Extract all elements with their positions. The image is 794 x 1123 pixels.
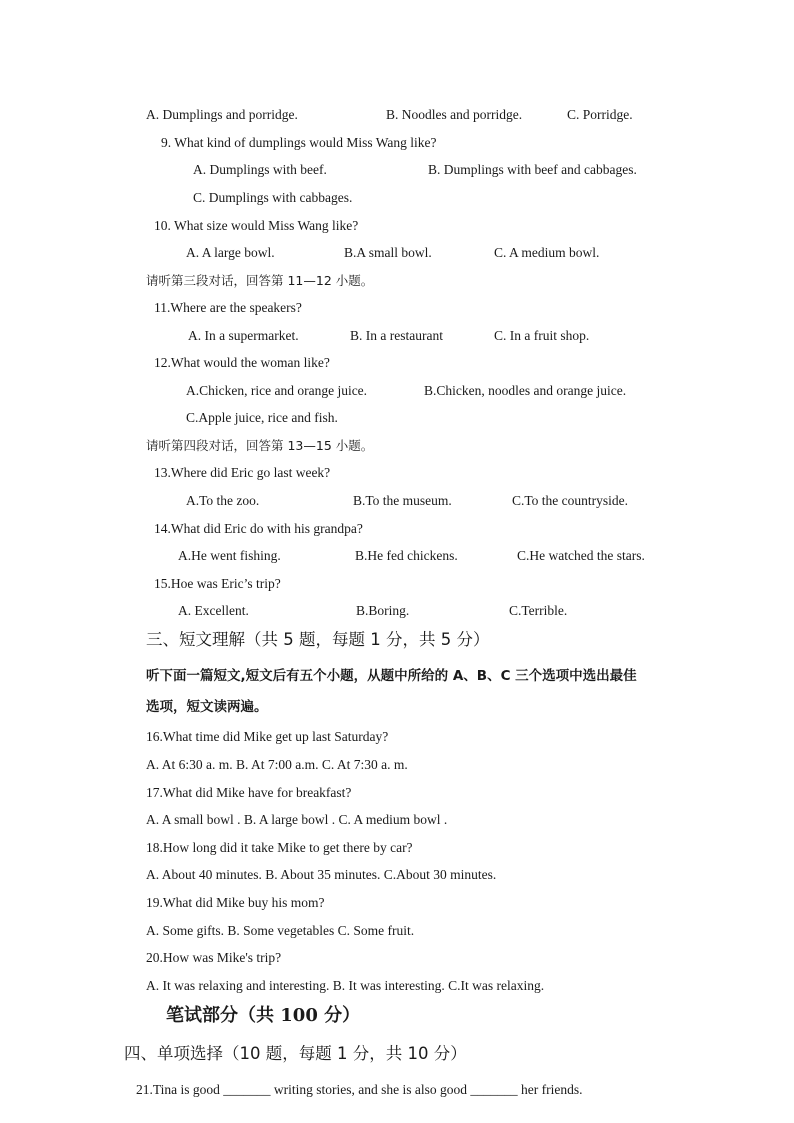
q15-option-a: A. Excellent. <box>178 603 249 618</box>
q12-option-b: B.Chicken, noodles and orange juice. <box>424 383 627 398</box>
q8-option-b: B. Noodles and porridge. <box>386 107 523 122</box>
q9-option-b: B. Dumplings with beef and cabbages. <box>428 162 637 177</box>
q14-option-c: C.He watched the stars. <box>517 548 645 563</box>
section4-title: 四、单项选择（10 题，每题 1 分，共 10 分） <box>124 1044 467 1063</box>
q14-option-b: B.He fed chickens. <box>355 548 458 563</box>
q9-option-a: A. Dumplings with beef. <box>193 162 327 177</box>
q9-option-c: C. Dumplings with cabbages. <box>193 190 353 205</box>
q12-option-c: C.Apple juice, rice and fish. <box>186 410 338 425</box>
q15-option-b: B.Boring. <box>356 603 410 618</box>
q21-stem: 21.Tina is good _______ writing stories, and she is also good _______ her friends. <box>136 1082 583 1097</box>
q14-stem: 14.What did Eric do with his grandpa? <box>154 521 363 536</box>
q19-stem: 19.What did Mike buy his mom? <box>146 895 325 910</box>
section3-instruction-line1: 听下面一篇短文,短文后有五个小题，从题中所给的 A、B、C 三个选项中选出最佳 <box>146 668 637 684</box>
q17-stem: 17.What did Mike have for breakfast? <box>146 785 352 800</box>
q12-option-a: A.Chicken, rice and orange juice. <box>186 383 368 398</box>
q18-stem: 18.How long did it take Mike to get there by car? <box>146 840 413 855</box>
q10-option-c: C. A medium bowl. <box>494 245 600 260</box>
q17-options: A. A small bowl . B. A large bowl . C. A medium bowl . <box>146 812 448 827</box>
q16-stem: 16.What time did Mike get up last Saturday? <box>146 729 389 744</box>
q12-stem: 12.What would the woman like? <box>154 355 330 370</box>
part4-instruction: 请听第四段对话，回答第 13—15 小题。 <box>146 438 374 453</box>
q11-option-b: B. In a restaurant <box>350 328 443 343</box>
q19-options: A. Some gifts. B. Some vegetables C. Some fruit. <box>146 923 415 938</box>
q10-option-b: B.A small bowl. <box>344 245 432 260</box>
q15-option-c: C.Terrible. <box>509 603 568 618</box>
q13-option-a: A.To the zoo. <box>186 493 260 508</box>
q10-option-a: A. A large bowl. <box>186 245 275 260</box>
q13-option-b: B.To the museum. <box>353 493 452 508</box>
q15-stem: 15.Hoe was Eric’s trip? <box>154 576 281 591</box>
q11-option-a: A. In a supermarket. <box>188 328 299 343</box>
q20-stem: 20.How was Mike's trip? <box>146 950 282 965</box>
q18-options: A. About 40 minutes. B. About 35 minutes. C.About 30 minutes. <box>146 867 497 882</box>
part3-instruction: 请听第三段对话，回答第 11—12 小题。 <box>146 273 374 288</box>
q8-option-a: A. Dumplings and porridge. <box>146 107 298 122</box>
q10-stem: 10. What size would Miss Wang like? <box>154 218 359 233</box>
q8-option-c: C. Porridge. <box>567 107 633 122</box>
q13-stem: 13.Where did Eric go last week? <box>154 465 331 480</box>
written-part-heading: 笔试部分（共 100 分） <box>166 1005 361 1026</box>
section3-instruction-line2: 选项，短文读两遍。 <box>146 699 268 715</box>
q16-options: A. At 6:30 a. m. B. At 7:00 a.m. C. At 7:30 a. m. <box>146 757 408 772</box>
q20-options: A. It was relaxing and interesting. B. It was interesting. C.It was relaxing. <box>146 978 545 993</box>
section3-title: 三、短文理解（共 5 题，每题 1 分，共 5 分） <box>146 630 490 649</box>
q9-stem: 9. What kind of dumplings would Miss Wang like? <box>161 135 437 150</box>
q14-option-a: A.He went fishing. <box>178 548 281 563</box>
q11-option-c: C. In a fruit shop. <box>494 328 590 343</box>
q11-stem: 11.Where are the speakers? <box>154 300 302 315</box>
q13-option-c: C.To the countryside. <box>512 493 629 508</box>
